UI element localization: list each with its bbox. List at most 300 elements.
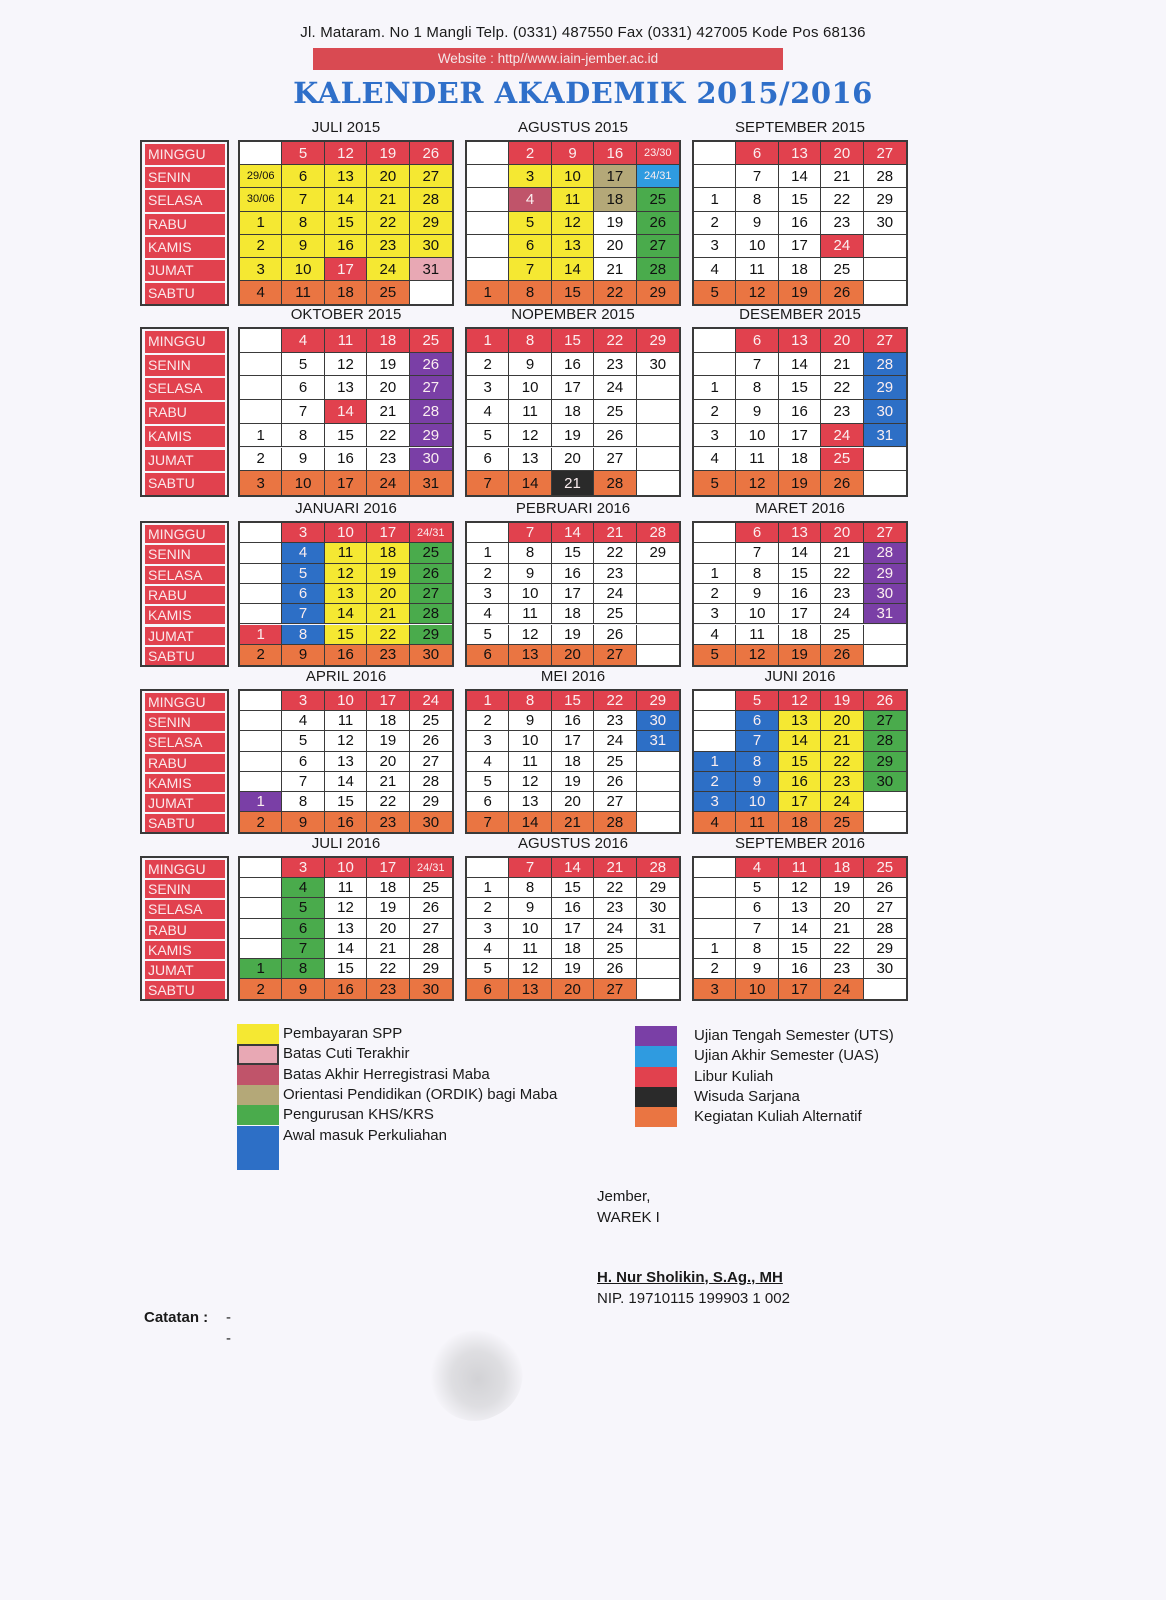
- calendar-day-cell: 12: [736, 281, 778, 304]
- calendar-day-cell: 27: [410, 165, 452, 188]
- day-label-minggu: MINGGU: [145, 331, 225, 353]
- calendar-day-cell: 30: [410, 812, 452, 832]
- calendar-day-cell: 15: [779, 376, 821, 400]
- calendar-day-cell: [864, 812, 906, 832]
- calendar-day-cell: 1: [240, 792, 282, 812]
- calendar-day-cell: 24: [410, 691, 452, 711]
- legend-left-label-5: Pengurusan KHS/KRS: [283, 1106, 434, 1124]
- legend-left-swatch-5: [237, 1105, 279, 1125]
- signatory-nip: NIP. 19710115 199903 1 002: [597, 1290, 790, 1307]
- calendar-day-cell: [694, 165, 736, 188]
- day-label-minggu: MINGGU: [145, 693, 225, 711]
- calendar-day-cell: 31: [864, 604, 906, 624]
- calendar-day-cell: [864, 281, 906, 304]
- calendar-day-cell: 27: [410, 919, 452, 939]
- calendar-day-cell: 13: [779, 898, 821, 918]
- calendar-day-cell: 15: [325, 212, 367, 235]
- calendar-day-cell: 30: [864, 959, 906, 979]
- calendar-day-cell: 27: [594, 979, 636, 999]
- calendar-day-cell: 11: [509, 400, 551, 424]
- calendar-day-cell: 15: [325, 959, 367, 979]
- legend-right-swatch-5: [635, 1107, 677, 1127]
- calendar-day-cell: 28: [637, 258, 679, 281]
- calendar-day-cell: 12: [509, 959, 551, 979]
- calendar-day-cell: 21: [367, 400, 409, 424]
- calendar-day-cell: 16: [779, 772, 821, 792]
- calendar-day-cell: 6: [282, 376, 324, 400]
- calendar-day-cell: 7: [736, 919, 778, 939]
- calendar-day-cell: 26: [637, 212, 679, 235]
- calendar-day-cell: 10: [509, 919, 551, 939]
- calendar-day-cell: 18: [779, 448, 821, 472]
- calendar-day-cell: 2: [240, 812, 282, 832]
- calendar-day-cell: 13: [325, 919, 367, 939]
- calendar-day-cell: 8: [509, 878, 551, 898]
- calendar-day-cell: 12: [779, 878, 821, 898]
- calendar-day-cell: 24: [367, 258, 409, 281]
- calendar-day-cell: 21: [367, 772, 409, 792]
- calendar-day-cell: 30: [864, 212, 906, 235]
- calendar-day-cell: 3: [282, 858, 324, 878]
- calendar-day-cell: 10: [325, 523, 367, 543]
- calendar-day-cell: 3: [240, 258, 282, 281]
- calendar-day-cell: 15: [552, 329, 594, 353]
- calendar-day-cell: 25: [410, 878, 452, 898]
- calendar-day-cell: [240, 711, 282, 731]
- calendar-day-cell: 30: [410, 235, 452, 258]
- notes-line-2: -: [226, 1330, 231, 1347]
- calendar-day-cell: [637, 772, 679, 792]
- legend-right-swatch-4: [635, 1087, 677, 1107]
- calendar-day-cell: 8: [282, 212, 324, 235]
- day-labels-1: [140, 140, 229, 306]
- calendar-day-cell: 5: [467, 959, 509, 979]
- calendar-day-cell: 5: [467, 424, 509, 448]
- calendar-day-cell: 27: [864, 711, 906, 731]
- calendar-day-cell: 24: [821, 424, 863, 448]
- calendar-day-cell: 11: [736, 625, 778, 645]
- day-labels-4: [140, 689, 229, 834]
- calendar-day-cell: 7: [509, 858, 551, 878]
- calendar-day-cell: 16: [779, 584, 821, 604]
- calendar-day-cell: 25: [367, 281, 409, 304]
- calendar-day-cell: 1: [694, 188, 736, 211]
- day-label-selasa: SELASA: [145, 900, 225, 918]
- calendar-day-cell: 8: [282, 625, 324, 645]
- calendar-day-cell: 24: [594, 731, 636, 751]
- calendar-day-cell: 3: [509, 165, 551, 188]
- month-title: JANUARI 2016: [295, 500, 397, 517]
- calendar-day-cell: 26: [594, 959, 636, 979]
- calendar-day-cell: 11: [509, 939, 551, 959]
- calendar-day-cell: 21: [552, 812, 594, 832]
- month-grid: [692, 521, 908, 667]
- calendar-day-cell: 6: [467, 792, 509, 812]
- calendar-day-cell: 21: [821, 543, 863, 563]
- calendar-day-cell: 5: [467, 772, 509, 792]
- calendar-day-cell: 9: [736, 959, 778, 979]
- day-label-selasa: SELASA: [145, 566, 225, 584]
- calendar-day-cell: 6: [467, 979, 509, 999]
- calendar-day-cell: 15: [325, 424, 367, 448]
- calendar-day-cell: 2: [467, 353, 509, 377]
- calendar-day-cell: 24/31: [637, 165, 679, 188]
- calendar-day-cell: 3: [694, 604, 736, 624]
- calendar-day-cell: 10: [736, 235, 778, 258]
- calendar-day-cell: 18: [594, 188, 636, 211]
- legend-left-label-1: Pembayaran SPP: [283, 1025, 403, 1042]
- calendar-day-cell: 28: [410, 188, 452, 211]
- calendar-day-cell: [240, 543, 282, 563]
- legend-right-swatch-2: [635, 1046, 677, 1066]
- calendar-day-cell: 7: [282, 939, 324, 959]
- calendar-day-cell: 17: [367, 691, 409, 711]
- calendar-day-cell: 21: [821, 165, 863, 188]
- calendar-day-cell: [637, 584, 679, 604]
- calendar-day-cell: 22: [367, 959, 409, 979]
- calendar-day-cell: 14: [325, 188, 367, 211]
- calendar-day-cell: 13: [779, 711, 821, 731]
- calendar-day-cell: 20: [367, 584, 409, 604]
- calendar-day-cell: 10: [509, 376, 551, 400]
- calendar-day-cell: 20: [367, 376, 409, 400]
- calendar-day-cell: 23: [594, 353, 636, 377]
- calendar-day-cell: 4: [736, 858, 778, 878]
- calendar-day-cell: [637, 564, 679, 584]
- month-grid: [238, 689, 454, 834]
- calendar-day-cell: 26: [410, 353, 452, 377]
- calendar-day-cell: 18: [325, 281, 367, 304]
- day-label-selasa: SELASA: [145, 733, 225, 751]
- calendar-day-cell: 29: [864, 939, 906, 959]
- month-grid: [465, 689, 681, 834]
- calendar-day-cell: 5: [736, 691, 778, 711]
- calendar-day-cell: 10: [282, 258, 324, 281]
- calendar-day-cell: 5: [694, 281, 736, 304]
- calendar-day-cell: 8: [736, 188, 778, 211]
- calendar-day-cell: 1: [240, 625, 282, 645]
- calendar-day-cell: 30: [864, 584, 906, 604]
- calendar-day-cell: 5: [282, 731, 324, 751]
- calendar-day-cell: 3: [282, 691, 324, 711]
- day-label-senin: SENIN: [145, 880, 225, 898]
- calendar-day-cell: 19: [367, 142, 409, 165]
- calendar-day-cell: 14: [779, 919, 821, 939]
- calendar-day-cell: 22: [821, 939, 863, 959]
- calendar-day-cell: 19: [367, 898, 409, 918]
- calendar-day-cell: 22: [821, 188, 863, 211]
- calendar-day-cell: [467, 188, 509, 211]
- month-title: NOPEMBER 2015: [511, 306, 635, 323]
- calendar-day-cell: 18: [779, 625, 821, 645]
- calendar-day-cell: 6: [282, 165, 324, 188]
- calendar-day-cell: 19: [779, 471, 821, 495]
- day-label-kamis: KAMIS: [145, 774, 225, 792]
- calendar-day-cell: 11: [552, 188, 594, 211]
- calendar-day-cell: 1: [240, 959, 282, 979]
- calendar-day-cell: 10: [509, 731, 551, 751]
- calendar-day-cell: [637, 752, 679, 772]
- calendar-day-cell: [240, 858, 282, 878]
- calendar-day-cell: 16: [325, 645, 367, 665]
- calendar-day-cell: 9: [282, 645, 324, 665]
- legend-left-label-6: Awal masuk Perkuliahan: [283, 1126, 447, 1144]
- month-title: AGUSTUS 2015: [517, 119, 629, 136]
- calendar-day-cell: 10: [552, 165, 594, 188]
- day-label-senin: SENIN: [145, 167, 225, 188]
- calendar-day-cell: 23: [367, 812, 409, 832]
- calendar-day-cell: 9: [736, 212, 778, 235]
- calendar-day-cell: 25: [821, 812, 863, 832]
- calendar-day-cell: 15: [779, 939, 821, 959]
- calendar-day-cell: 7: [736, 353, 778, 377]
- calendar-day-cell: 30: [637, 898, 679, 918]
- calendar-day-cell: 21: [821, 919, 863, 939]
- calendar-day-cell: [240, 898, 282, 918]
- calendar-day-cell: 31: [864, 424, 906, 448]
- calendar-day-cell: 19: [367, 564, 409, 584]
- calendar-day-cell: [694, 731, 736, 751]
- calendar-day-cell: 8: [736, 564, 778, 584]
- month-title: DESEMBER 2015: [739, 306, 861, 323]
- calendar-day-cell: 4: [694, 812, 736, 832]
- calendar-day-cell: 18: [552, 604, 594, 624]
- legend-left-label-4: Orientasi Pendidikan (ORDIK) bagi Maba: [283, 1085, 558, 1103]
- signature-position: WAREK I: [597, 1209, 660, 1226]
- day-label-sabtu: SABTU: [145, 283, 225, 304]
- calendar-day-cell: [240, 329, 282, 353]
- calendar-day-cell: 2: [694, 584, 736, 604]
- legend-right-label-5: Kegiatan Kuliah Alternatif: [694, 1108, 862, 1126]
- calendar-day-cell: 22: [594, 329, 636, 353]
- month-title: MARET 2016: [755, 500, 845, 517]
- calendar-day-cell: 13: [552, 235, 594, 258]
- calendar-day-cell: [864, 645, 906, 665]
- calendar-day-cell: 8: [282, 424, 324, 448]
- calendar-day-cell: 16: [594, 142, 636, 165]
- calendar-day-cell: 29: [410, 959, 452, 979]
- calendar-day-cell: 24: [821, 979, 863, 999]
- calendar-day-cell: 23: [367, 448, 409, 472]
- calendar-day-cell: 26: [410, 564, 452, 584]
- calendar-day-cell: 2: [467, 564, 509, 584]
- calendar-day-cell: 20: [367, 919, 409, 939]
- calendar-day-cell: [240, 752, 282, 772]
- calendar-day-cell: 23: [367, 645, 409, 665]
- day-label-jumat: JUMAT: [145, 961, 225, 979]
- calendar-day-cell: 22: [594, 878, 636, 898]
- calendar-day-cell: 4: [467, 752, 509, 772]
- calendar-day-cell: 22: [367, 625, 409, 645]
- calendar-day-cell: 25: [594, 752, 636, 772]
- month-grid: [238, 140, 454, 306]
- calendar-day-cell: 1: [694, 376, 736, 400]
- calendar-day-cell: 12: [325, 898, 367, 918]
- calendar-day-cell: 23: [367, 979, 409, 999]
- calendar-day-cell: [694, 858, 736, 878]
- calendar-day-cell: 25: [821, 448, 863, 472]
- calendar-day-cell: 14: [325, 939, 367, 959]
- calendar-day-cell: 17: [779, 424, 821, 448]
- calendar-day-cell: 25: [821, 258, 863, 281]
- day-label-kamis: KAMIS: [145, 941, 225, 959]
- calendar-day-cell: [637, 448, 679, 472]
- calendar-day-cell: 2: [509, 142, 551, 165]
- calendar-day-cell: 16: [779, 212, 821, 235]
- calendar-day-cell: 6: [736, 329, 778, 353]
- legend-left-swatch-1: [237, 1024, 279, 1044]
- calendar-day-cell: 31: [410, 258, 452, 281]
- calendar-day-cell: 12: [325, 564, 367, 584]
- calendar-day-cell: 6: [467, 645, 509, 665]
- calendar-day-cell: 25: [594, 604, 636, 624]
- day-label-sabtu: SABTU: [145, 647, 225, 665]
- calendar-day-cell: 7: [282, 604, 324, 624]
- day-label-senin: SENIN: [145, 355, 225, 377]
- legend-right-label-2: Ujian Akhir Semester (UAS): [694, 1047, 880, 1065]
- calendar-day-cell: 13: [509, 448, 551, 472]
- calendar-day-cell: 29: [410, 625, 452, 645]
- calendar-day-cell: 24: [821, 792, 863, 812]
- calendar-day-cell: 17: [552, 376, 594, 400]
- calendar-day-cell: 20: [367, 165, 409, 188]
- day-labels-3: [140, 521, 229, 667]
- calendar-day-cell: 9: [509, 564, 551, 584]
- calendar-day-cell: 8: [509, 691, 551, 711]
- calendar-day-cell: 22: [594, 281, 636, 304]
- calendar-day-cell: 23: [594, 564, 636, 584]
- calendar-day-cell: 3: [467, 584, 509, 604]
- calendar-day-cell: 12: [325, 353, 367, 377]
- calendar-day-cell: 12: [325, 142, 367, 165]
- calendar-day-cell: 7: [736, 731, 778, 751]
- calendar-day-cell: [694, 523, 736, 543]
- calendar-day-cell: 13: [779, 142, 821, 165]
- calendar-day-cell: 28: [864, 353, 906, 377]
- month-title: JUNI 2016: [764, 668, 836, 685]
- calendar-day-cell: 26: [864, 691, 906, 711]
- calendar-day-cell: 29: [864, 752, 906, 772]
- calendar-day-cell: 10: [325, 858, 367, 878]
- paper-stain: [415, 1315, 536, 1435]
- calendar-day-cell: [864, 258, 906, 281]
- month-title: JULI 2016: [311, 835, 381, 852]
- calendar-day-cell: 26: [821, 645, 863, 665]
- calendar-day-cell: 18: [779, 258, 821, 281]
- calendar-day-cell: 25: [410, 329, 452, 353]
- calendar-day-cell: [637, 939, 679, 959]
- calendar-day-cell: 24: [594, 584, 636, 604]
- calendar-day-cell: 15: [779, 564, 821, 584]
- calendar-day-cell: 13: [509, 792, 551, 812]
- calendar-day-cell: 1: [467, 281, 509, 304]
- calendar-day-cell: 24: [594, 919, 636, 939]
- calendar-day-cell: 2: [240, 979, 282, 999]
- calendar-day-cell: 10: [736, 792, 778, 812]
- calendar-day-cell: [637, 376, 679, 400]
- day-labels-5: [140, 856, 229, 1001]
- calendar-day-cell: [637, 625, 679, 645]
- calendar-day-cell: 3: [282, 523, 324, 543]
- calendar-day-cell: 14: [552, 523, 594, 543]
- calendar-day-cell: 9: [282, 235, 324, 258]
- calendar-day-cell: 27: [594, 792, 636, 812]
- day-label-sabtu: SABTU: [145, 473, 225, 495]
- calendar-day-cell: 26: [594, 772, 636, 792]
- calendar-day-cell: 23/30: [637, 142, 679, 165]
- calendar-day-cell: 18: [552, 752, 594, 772]
- calendar-day-cell: 30/06: [240, 188, 282, 211]
- legend-right-swatch-1: [635, 1026, 677, 1046]
- calendar-day-cell: 21: [594, 858, 636, 878]
- calendar-day-cell: 17: [552, 731, 594, 751]
- calendar-day-cell: 6: [736, 711, 778, 731]
- day-label-selasa: SELASA: [145, 190, 225, 211]
- website-banner: Website : http//www.iain-jember.ac.id: [313, 48, 783, 70]
- calendar-day-cell: 23: [821, 212, 863, 235]
- calendar-day-cell: 27: [864, 329, 906, 353]
- legend-left-swatch-4: [237, 1085, 279, 1105]
- calendar-day-cell: 16: [325, 979, 367, 999]
- calendar-day-cell: 16: [325, 812, 367, 832]
- calendar-day-cell: [410, 281, 452, 304]
- notes-label: Catatan :: [144, 1309, 209, 1326]
- calendar-day-cell: 25: [410, 543, 452, 563]
- month-grid: [692, 856, 908, 1001]
- calendar-day-cell: 14: [779, 543, 821, 563]
- calendar-day-cell: 14: [325, 604, 367, 624]
- calendar-day-cell: 8: [736, 752, 778, 772]
- calendar-day-cell: [864, 792, 906, 812]
- calendar-day-cell: [694, 898, 736, 918]
- calendar-day-cell: 4: [467, 604, 509, 624]
- calendar-day-cell: 6: [282, 919, 324, 939]
- calendar-day-cell: [694, 142, 736, 165]
- calendar-day-cell: 5: [467, 625, 509, 645]
- calendar-day-cell: 6: [282, 752, 324, 772]
- calendar-day-cell: 21: [367, 604, 409, 624]
- calendar-day-cell: 26: [821, 281, 863, 304]
- calendar-day-cell: [864, 235, 906, 258]
- calendar-day-cell: 3: [240, 471, 282, 495]
- calendar-day-cell: 11: [779, 858, 821, 878]
- legend-right-label-4: Wisuda Sarjana: [694, 1087, 800, 1105]
- calendar-day-cell: 11: [325, 878, 367, 898]
- notes-line-1: -: [226, 1309, 231, 1326]
- calendar-day-cell: 9: [736, 584, 778, 604]
- calendar-day-cell: [467, 235, 509, 258]
- calendar-day-cell: 29: [864, 188, 906, 211]
- calendar-day-cell: 1: [240, 212, 282, 235]
- month-grid: [238, 327, 454, 497]
- day-label-jumat: JUMAT: [145, 450, 225, 472]
- calendar-day-cell: 19: [552, 772, 594, 792]
- calendar-day-cell: 3: [467, 919, 509, 939]
- calendar-day-cell: 1: [467, 691, 509, 711]
- calendar-day-cell: 18: [779, 812, 821, 832]
- calendar-day-cell: 5: [736, 878, 778, 898]
- calendar-day-cell: 29: [637, 329, 679, 353]
- calendar-day-cell: 6: [467, 448, 509, 472]
- calendar-day-cell: 5: [694, 471, 736, 495]
- calendar-day-cell: 14: [779, 731, 821, 751]
- legend-right-swatch-3: [635, 1067, 677, 1087]
- calendar-day-cell: [240, 731, 282, 751]
- calendar-day-cell: 13: [325, 752, 367, 772]
- day-label-minggu: MINGGU: [145, 144, 225, 165]
- calendar-day-cell: 16: [552, 353, 594, 377]
- calendar-day-cell: 20: [367, 752, 409, 772]
